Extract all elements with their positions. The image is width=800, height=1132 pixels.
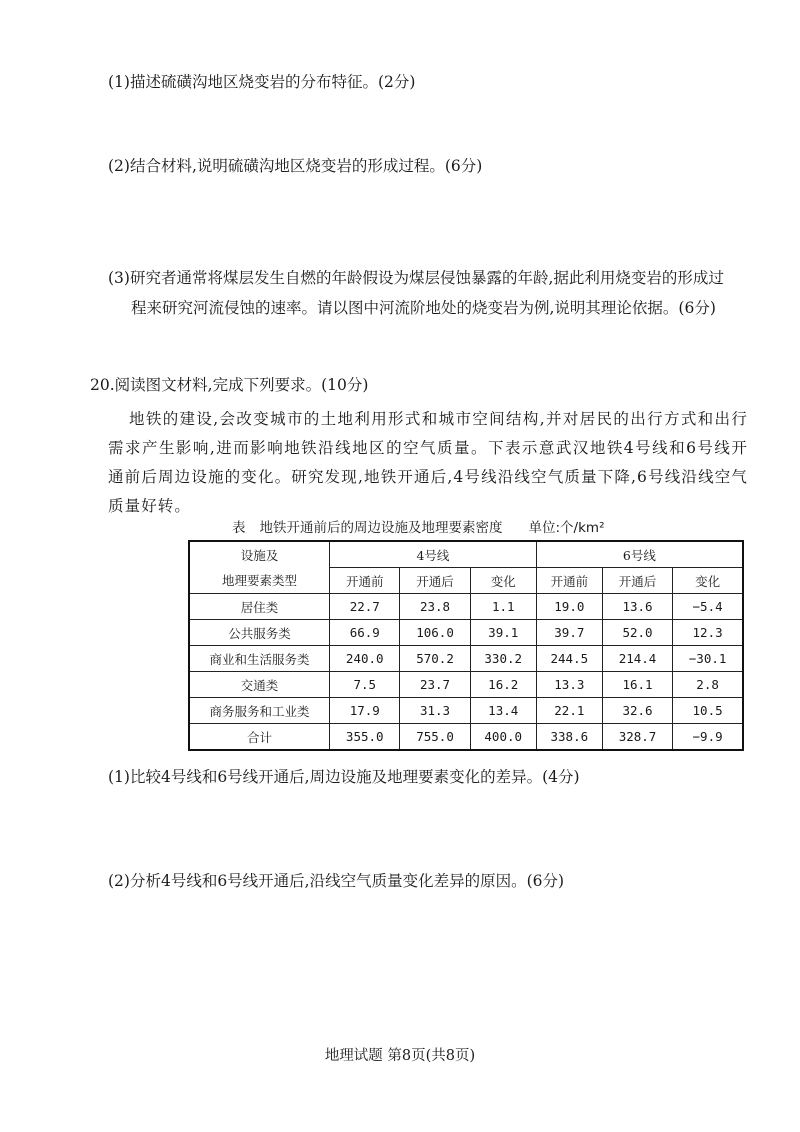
cell: 19.0	[536, 594, 602, 620]
cell: 106.0	[400, 620, 470, 646]
cell: 17.9	[330, 698, 400, 724]
q19-part3-line2: 程来研究河流侵蚀的速率。请以图中河流阶地处的烧变岩为例,说明其理论依据。(6分)	[131, 299, 716, 317]
cell: 31.3	[400, 698, 470, 724]
cell: 244.5	[536, 646, 602, 672]
cell: 39.1	[470, 620, 536, 646]
row-type: 商务服务和工业类	[189, 698, 330, 724]
q20-heading: 20.阅读图文材料,完成下列要求。(10分)	[90, 376, 369, 394]
cell: 13.6	[602, 594, 672, 620]
cell: 400.0	[470, 724, 536, 751]
cell: 13.3	[536, 672, 602, 698]
col-before-4: 开通前	[330, 568, 400, 594]
table-row	[189, 698, 743, 724]
cell: 570.2	[400, 646, 470, 672]
table-row	[189, 620, 743, 646]
cell: 23.8	[400, 594, 470, 620]
cell: 12.3	[673, 620, 743, 646]
table-row	[189, 672, 743, 698]
q19-part3-line1: (3)研究者通常将煤层发生自燃的年龄假设为煤层侵蚀暴露的年龄,据此利用烧变岩的形成过	[108, 269, 724, 287]
table-caption-label: 表	[232, 520, 246, 536]
cell: 52.0	[602, 620, 672, 646]
cell: 16.2	[470, 672, 536, 698]
cell: 10.5	[673, 698, 743, 724]
cell: 755.0	[400, 724, 470, 751]
table-row	[189, 594, 743, 620]
cell: −5.4	[673, 594, 743, 620]
cell: 1.1	[470, 594, 536, 620]
line4-header: 4号线	[330, 541, 537, 568]
corner-header-line1: 设施及	[189, 541, 330, 568]
table-unit: 单位:个/km²	[528, 520, 605, 536]
cell: 330.2	[470, 646, 536, 672]
cell: −30.1	[673, 646, 743, 672]
row-type: 商业和生活服务类	[189, 646, 330, 672]
row-type: 居住类	[189, 594, 330, 620]
cell: 7.5	[330, 672, 400, 698]
cell: 13.4	[470, 698, 536, 724]
page-footer: 地理试题 第8页(共8页)	[324, 1048, 476, 1064]
col-before-6: 开通前	[536, 568, 602, 594]
cell: −9.9	[673, 724, 743, 751]
cell: 66.9	[330, 620, 400, 646]
cell: 32.6	[602, 698, 672, 724]
cell: 22.7	[330, 594, 400, 620]
facility-density-table	[188, 540, 744, 751]
cell: 39.7	[536, 620, 602, 646]
q20-part2: (2)分析4号线和6号线开通后,沿线空气质量变化差异的原因。(6分)	[108, 872, 565, 890]
row-type: 公共服务类	[189, 620, 330, 646]
table-row	[189, 646, 743, 672]
q20-paragraph: 地铁的建设,会改变城市的土地利用形式和城市空间结构,并对居民的出行方式和出行需求产生影响,进而影响地铁沿线地区的空气质量。下表示意武汉地铁4号线和6号线开通前后周边设施的变化。研究发现,地铁开通后,4号线沿线空气质量下降,6号线沿线空气质量好转。	[108, 410, 748, 515]
q19-part2: (2)结合材料,说明硫磺沟地区烧变岩的形成过程。(6分)	[108, 157, 483, 175]
table-caption-title: 地铁开通前后的周边设施及地理要素密度	[259, 520, 503, 536]
table-caption	[232, 516, 604, 536]
cell: 214.4	[602, 646, 672, 672]
row-type: 合计	[189, 724, 330, 751]
cell: 240.0	[330, 646, 400, 672]
cell: 23.7	[400, 672, 470, 698]
cell: 328.7	[602, 724, 672, 751]
col-after-6: 开通后	[602, 568, 672, 594]
table-row-total	[189, 724, 743, 751]
q20-part1: (1)比较4号线和6号线开通后,周边设施及地理要素变化的差异。(4分)	[108, 768, 580, 786]
cell: 2.8	[673, 672, 743, 698]
cell: 22.1	[536, 698, 602, 724]
q20-material	[108, 405, 748, 521]
q19-part1: (1)描述硫磺沟地区烧变岩的分布特征。(2分)	[108, 73, 416, 91]
cell: 355.0	[330, 724, 400, 751]
cell: 338.6	[536, 724, 602, 751]
col-after-4: 开通后	[400, 568, 470, 594]
corner-header-line2: 地理要素类型	[189, 568, 330, 594]
col-change-6: 变化	[673, 568, 743, 594]
col-change-4: 变化	[470, 568, 536, 594]
line6-header: 6号线	[536, 541, 743, 568]
cell: 16.1	[602, 672, 672, 698]
row-type: 交通类	[189, 672, 330, 698]
